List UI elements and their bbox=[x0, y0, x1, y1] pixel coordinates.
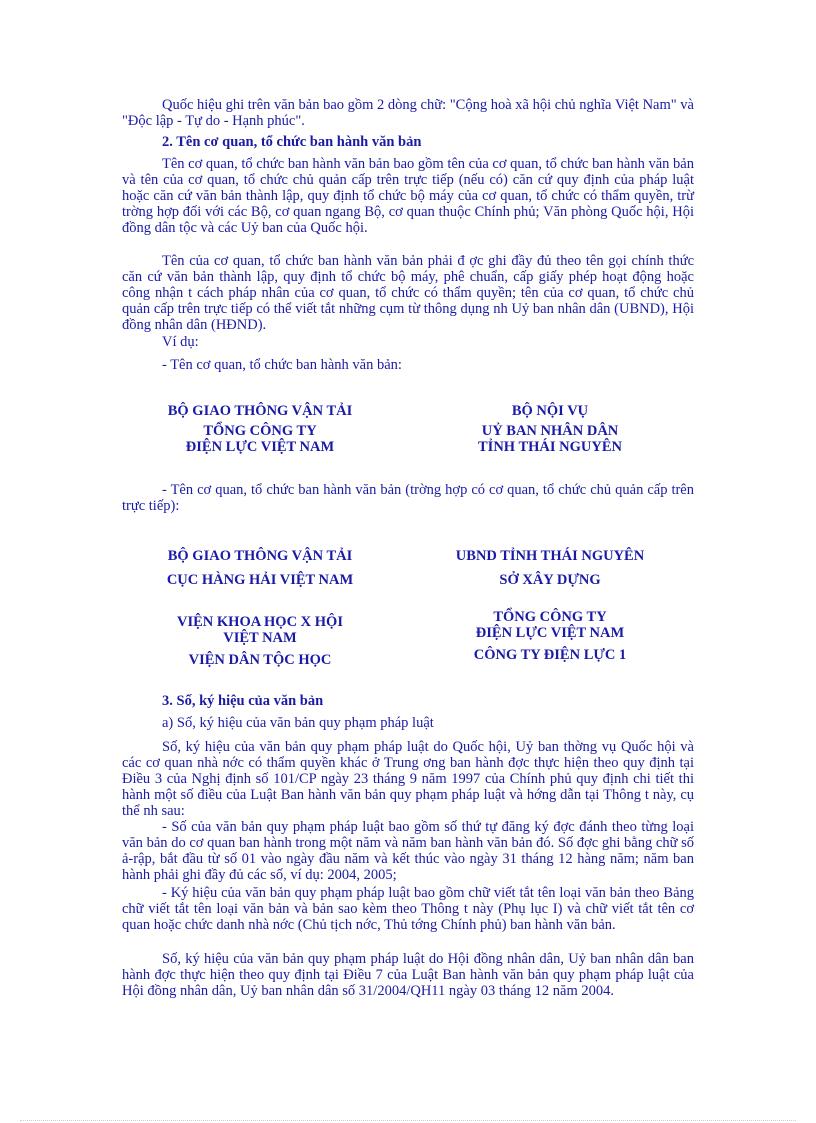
org-line: SỞ XÂY DỰNG bbox=[499, 572, 601, 588]
org-line: BỘ NỘI VỤ bbox=[511, 403, 589, 419]
org-line: VIỆN KHOA HỌC X HỘI bbox=[177, 614, 343, 630]
section-heading-2: 2. Tên cơ quan, tổ chức ban hành văn bản bbox=[162, 134, 422, 150]
paragraph-2b: Tên của cơ quan, tổ chức ban hành văn bản phải đ ợc ghi đầy đủ theo tên gọi chính thức căn cứ văn bản thành lập, quy định tổ chức bộ máy, phê chuẩn, cấp giấy phép hoạt động hoặc công nhận t cách pháp nhân của cơ quan, tổ chức có thẩm quyền; tên của cơ quan, tổ chức chủ quản cấp trên trực tiếp có thể viết tắt những cụm từ thông dụng nh Uỷ ban nhân dân (UBND), Hội đồng nhân dân (HĐND). bbox=[122, 253, 694, 333]
example1-label: - Tên cơ quan, tổ chức ban hành văn bản: bbox=[162, 357, 402, 373]
org-line: CÔNG TY ĐIỆN LỰC 1 bbox=[473, 647, 627, 663]
org-line: TỈNH THÁI NGUYÊN bbox=[478, 439, 622, 455]
paragraph-3d: Số, ký hiệu của văn bản quy phạm pháp luật do Hội đồng nhân dân, Uỷ ban nhân dân ban hành đợc thực hiện theo quy định tại Điều 7 của Luật Ban hành văn bản quy phạm pháp luật của Hội đồng nhân dân, Uỷ ban nhân dân số 31/2004/QH11 ngày 03 tháng 12 năm 2004. bbox=[122, 951, 694, 999]
paragraph-2a: Tên cơ quan, tổ chức ban hành văn bản bao gồm tên của cơ quan, tổ chức ban hành văn bản và tên của cơ quan, tổ chức chủ quản cấp trên trực tiếp (nếu có) căn cứ quy định của pháp luật hoặc căn cứ văn bản thành lập, quy định tổ chức bộ máy của cơ quan, tổ chức có thẩm quyền, trừ trờng hợp đối với các Bộ, cơ quan ngang Bộ, cơ quan thuộc Chính phủ; Văn phòng Quốc hội, Hội đồng dân tộc và các Uỷ ban của Quốc hội. bbox=[122, 156, 694, 236]
paragraph-3b: - Số của văn bản quy phạm pháp luật bao gồm số thứ tự đăng ký đợc đánh theo từng loại văn bản do cơ quan ban hành trong một năm và năm ban hành văn bản đó. Số đợc ghi bằng chữ số ả-rập, bắt đầu từ số 01 vào ngày đầu năm và kết thúc vào ngày 31 tháng 12 hàng năm; năm ban hành phải ghi đầy đủ các số, ví dụ: 2004, 2005; bbox=[122, 819, 694, 883]
section-heading-3: 3. Số, ký hiệu của văn bản bbox=[162, 693, 324, 709]
paragraph-3c: - Ký hiệu của văn bản quy phạm pháp luật bao gồm chữ viết tắt tên loại văn bản theo Bảng chữ viết tắt tên loại văn bản và bản sao kèm theo Thông t này (Phụ lục I) và chữ viết tắt tên cơ quan hoặc chức danh nhà nớc (Chủ tịch nớc, Thủ tớng Chính phủ) ban hành văn bản. bbox=[122, 885, 694, 933]
example-label: Ví dụ: bbox=[162, 334, 199, 350]
org-line: TỔNG CÔNG TY bbox=[203, 423, 317, 439]
org-line: TỔNG CÔNG TY bbox=[493, 609, 607, 625]
paragraph-3a: Số, ký hiệu của văn bản quy phạm pháp luật do Quốc hội, Uỷ ban thờng vụ Quốc hội và các cơ quan nhà nớc có thẩm quyền khác ở Trung ơng ban hành đợc thực hiện theo quy định tại Điều 3 của Nghị định số 101/CP ngày 23 tháng 9 năm 1997 của Chính phủ quy định chi tiết thi hành một số điều của Luật Ban hành văn bản quy phạm pháp luật và hớng dẫn tại Thông t này, cụ thể nh sau: bbox=[122, 739, 694, 819]
org-line: BỘ GIAO THÔNG VẬN TẢI bbox=[167, 548, 353, 564]
org-block-power-company bbox=[430, 609, 670, 663]
org-block-maritime bbox=[130, 544, 390, 592]
org-line: UBND TỈNH THÁI NGUYÊN bbox=[455, 548, 645, 564]
example2-label: - Tên cơ quan, tổ chức ban hành văn bản (trờng hợp có cơ quan, tổ chức chủ quản cấp trên trực tiếp): bbox=[122, 482, 694, 514]
paragraph-intro: Quốc hiệu ghi trên văn bản bao gồm 2 dòng chữ: "Cộng hoà xã hội chủ nghĩa Việt Nam" và "Độc lập - Tự do - Hạnh phúc". bbox=[122, 97, 694, 129]
org-line: UỶ BAN NHÂN DÂN bbox=[481, 423, 619, 439]
page-bottom-divider bbox=[20, 1120, 796, 1121]
subsection-heading-3a: a) Số, ký hiệu của văn bản quy phạm pháp luật bbox=[162, 715, 434, 731]
org-block-ministry-home bbox=[430, 403, 670, 455]
org-block-ethnology bbox=[130, 614, 390, 668]
org-line: VIỆT NAM bbox=[223, 630, 297, 646]
org-line: VIỆN DÂN TỘC HỌC bbox=[188, 652, 332, 668]
org-line: CỤC HÀNG HẢI VIỆT NAM bbox=[166, 572, 354, 588]
org-line: ĐIỆN LỰC VIỆT NAM bbox=[475, 625, 625, 641]
org-block-construction bbox=[430, 544, 670, 592]
org-line: BỘ GIAO THÔNG VẬN TẢI bbox=[167, 403, 353, 419]
org-block-ministry-transport bbox=[130, 403, 390, 455]
org-line: ĐIỆN LỰC VIỆT NAM bbox=[185, 439, 335, 455]
